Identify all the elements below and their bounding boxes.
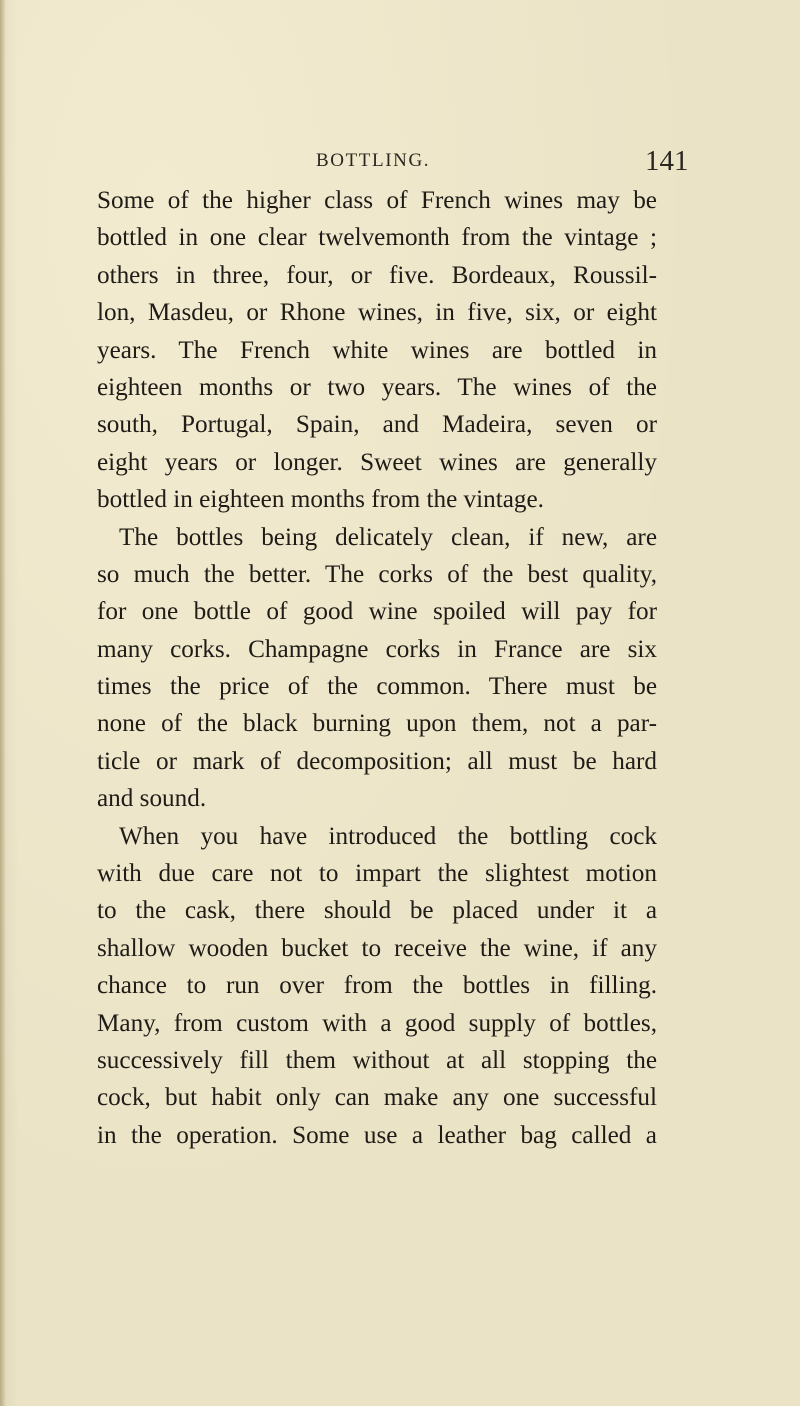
text-line: eighteen months or two years. The wines of the: [97, 373, 657, 401]
page-number: 141: [645, 145, 689, 177]
text-line: with due care not to impart the slightest motion: [97, 860, 657, 888]
text-line: bottled in eighteen months from the vintage.: [97, 486, 544, 514]
text-line: Many, from custom with a good supply of bottles,: [97, 1009, 657, 1037]
text-line: many corks. Champagne corks in France are six: [97, 635, 657, 663]
text-line: none of the black burning upon them, not a par-: [97, 710, 657, 738]
text-line: chance to run over from the bottles in filling.: [97, 972, 657, 1000]
text-line: The bottles being delicately clean, if new, are: [119, 523, 657, 551]
text-line: others in three, four, or five. Bordeaux, Roussil-: [97, 261, 657, 289]
body-text: [97, 182, 657, 1154]
text-line: Some of the higher class of French wines may be: [97, 187, 657, 214]
text-line: years. The French white wines are bottled in: [97, 336, 657, 364]
text-line: bottled in one clear twelvemonth from the vintage ;: [97, 224, 657, 252]
text-line: ticle or mark of decomposition; all must be hard: [97, 747, 657, 775]
text-line: for one bottle of good wine spoiled will pay for: [97, 598, 657, 626]
text-line: cock, but habit only can make any one successful: [97, 1084, 657, 1112]
running-head: BOTTLING.: [316, 150, 431, 171]
text-line: times the price of the common. There must be: [97, 673, 657, 701]
text-line: and sound.: [97, 785, 207, 813]
text-line: lon, Masdeu, or Rhone wines, in five, six, or eight: [97, 299, 657, 327]
page-edge-shadow: [0, 0, 6, 1406]
text-line: south, Portugal, Spain, and Madeira, seven or: [97, 411, 657, 439]
text-line: When you have introduced the bottling cock: [119, 822, 657, 850]
text-line: successively fill them without at all stopping the: [97, 1046, 657, 1074]
text-line: shallow wooden bucket to receive the wine, if any: [97, 934, 657, 962]
page-header: [0, 145, 800, 185]
text-line: in the operation. Some use a leather bag called a: [97, 1121, 657, 1149]
text-line: eight years or longer. Sweet wines are generally: [97, 448, 657, 476]
text-line: to the cask, there should be placed under it a: [97, 897, 657, 925]
text-line: so much the better. The corks of the best quality,: [97, 560, 657, 588]
